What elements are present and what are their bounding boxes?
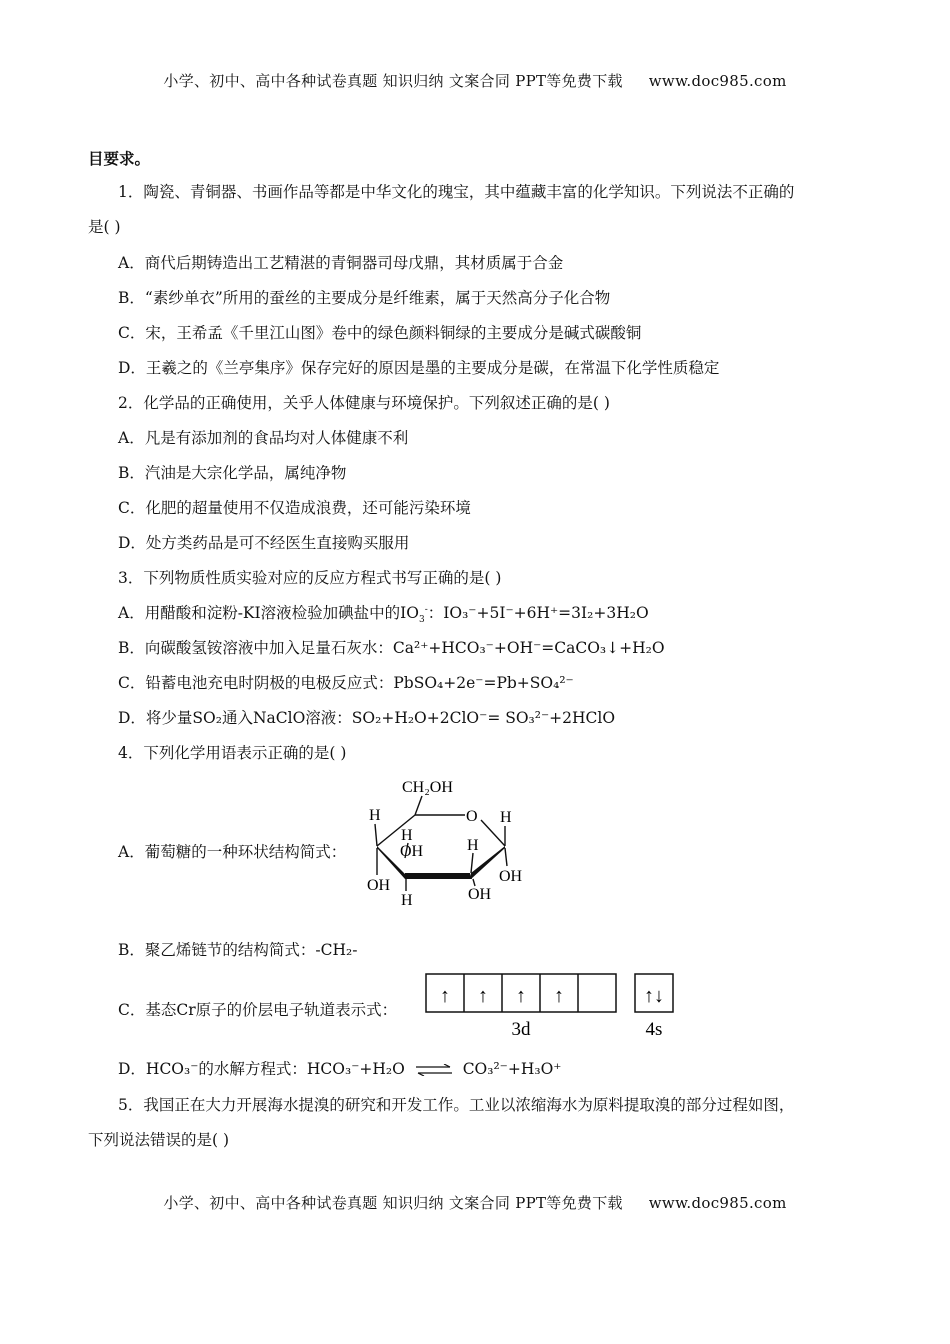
- header-text: 小学、初中、高中各种试卷真题 知识归纳 文案合同 PPT等免费下载: [163, 72, 623, 90]
- q3-option-b-text: B．向碳酸氢铵溶液中加入足量石灰水：: [118, 639, 393, 657]
- cr-orbital-diagram: [425, 973, 685, 1043]
- q3-option-d-equation: SO₂+H₂O+2ClO⁻= SO₃²⁻+2HClO: [351, 709, 616, 727]
- page-header: [0, 70, 950, 91]
- q1-option-b: B．“素纱单衣”所用的蚕丝的主要成分是纤维素，属于天然高分子化合物: [118, 289, 611, 307]
- struct-h2: H: [401, 827, 413, 844]
- struct-h5: H: [500, 809, 512, 826]
- q3-option-d: [118, 708, 615, 728]
- q2-option-d: D．处方类药品是可不经医生直接购买服用: [118, 534, 410, 552]
- orbital-3d-3: ↑: [516, 985, 526, 1007]
- q3-option-d-text: D．将少量SO₂通入NaClO溶液：: [118, 709, 352, 727]
- q5-stem-cont: 下列说法错误的是( ): [88, 1131, 230, 1149]
- q1-stem: 1．陶瓷、青铜器、书画作品等都是中华文化的瑰宝，其中蕴藏丰富的化学知识。下列说法不正确的: [118, 183, 795, 201]
- struct-oh4: OH: [499, 868, 523, 885]
- q3-stem: 3．下列物质性质实验对应的反应方程式书写正确的是( ): [118, 569, 502, 587]
- q3-option-a-equation: ：IO₃⁻+5I⁻+6H⁺=3I₂+3H₂O: [427, 604, 649, 622]
- q3-option-b-equation: Ca²⁺+HCO₃⁻+OH⁻=CaCO₃↓+H₂O: [392, 639, 665, 657]
- q3-option-c-text: C．铅蓄电池充电时阴极的电极反应式：: [118, 674, 394, 692]
- q5-stem: 5．我国正在大力开展海水提溴的研究和开发工作。工业以浓缩海水为原料提取溴的部分过程如图，: [118, 1096, 795, 1114]
- struct-bold-bond: [405, 873, 472, 879]
- intro-text: 目要求。: [88, 149, 151, 168]
- orbital-3d-label: 3d: [511, 1019, 531, 1040]
- orbital-3d-2: ↑: [478, 985, 488, 1007]
- struct-bond: [505, 848, 507, 866]
- q2-option-c: C．化肥的超量使用不仅造成浪费，还可能污染环境: [118, 499, 471, 517]
- q2-stem: 2．化学品的正确使用，关乎人体健康与环境保护。下列叙述正确的是( ): [118, 394, 610, 412]
- orbital-3d-4: ↑: [554, 985, 564, 1007]
- struct-ch2oh: CH₂OH: [402, 779, 453, 796]
- page-footer: [0, 1192, 950, 1213]
- struct-h3: H: [401, 892, 413, 909]
- struct-h1: H: [369, 807, 381, 824]
- struct-oh3: OH: [468, 886, 492, 903]
- q3-option-a-text: A．用醋酸和淀粉-KI溶液检验加碘盐中的IO: [118, 604, 419, 622]
- q4-stem: 4．下列化学用语表示正确的是( ): [118, 744, 347, 762]
- struct-bond: [375, 824, 377, 846]
- equilibrium-arrow-icon: [414, 1064, 454, 1076]
- struct-bond: [415, 796, 422, 815]
- q4-option-d: [118, 1059, 561, 1079]
- q1-stem-cont: 是( ): [88, 218, 121, 236]
- orbital-4s: ↑↓: [644, 985, 664, 1007]
- q2-option-a: A．凡是有添加剂的食品均对人体健康不利: [118, 429, 409, 447]
- q4-option-c: C．基态Cr原子的价层电子轨道表示式：: [118, 1001, 398, 1019]
- struct-oh2: OH: [367, 877, 391, 894]
- q3-option-a: A．用醋酸和淀粉-KI溶液检验加碘盐中的$IO_3^-$：IO₃⁻+5I⁻+6H⁺=3I₂+3H₂O: [118, 604, 649, 626]
- q3-option-c-equation: PbSO₄+2e⁻=Pb+SO₄²⁻: [393, 674, 574, 692]
- orbital-3d-1: ↑: [440, 985, 450, 1007]
- struct-bond: [473, 879, 475, 886]
- q4-option-d-equation: CO₃²⁻+H₃O⁺: [462, 1060, 562, 1078]
- q1-option-a: A．商代后期铸造出工艺精湛的青铜器司母戊鼎，其材质属于合金: [118, 254, 564, 272]
- q1-option-c: C．宋，王希孟《千里江山图》卷中的绿色颜料铜绿的主要成分是碱式碳酸铜: [118, 324, 642, 342]
- orbital-4s-label: 4s: [645, 1019, 663, 1040]
- struct-h4: H: [467, 837, 479, 854]
- q3-option-b: [118, 638, 665, 658]
- q3-option-c: [118, 673, 574, 693]
- q4-option-a: A．葡萄糖的一种环状结构简式：: [118, 843, 347, 861]
- q4-option-d-text: D．HCO₃⁻的水解方程式：HCO₃⁻+H₂O: [118, 1060, 405, 1078]
- q1-option-d: D．王羲之的《兰亭集序》保存完好的原因是墨的主要成分是碳，在常温下化学性质稳定: [118, 359, 720, 377]
- footer-url: www.doc985.com: [648, 1194, 787, 1212]
- header-url: www.doc985.com: [648, 72, 787, 90]
- struct-bond: [471, 853, 473, 873]
- q4-option-b: B．聚乙烯链节的结构简式：-CH₂-: [118, 941, 358, 959]
- struct-oh1: OH: [400, 843, 424, 860]
- footer-text: 小学、初中、高中各种试卷真题 知识归纳 文案合同 PPT等免费下载: [163, 1194, 623, 1212]
- struct-ring-oxygen: O: [466, 808, 478, 825]
- glucose-ring-structure: [365, 778, 545, 913]
- q2-option-b: B．汽油是大宗化学品，属纯净物: [118, 464, 347, 482]
